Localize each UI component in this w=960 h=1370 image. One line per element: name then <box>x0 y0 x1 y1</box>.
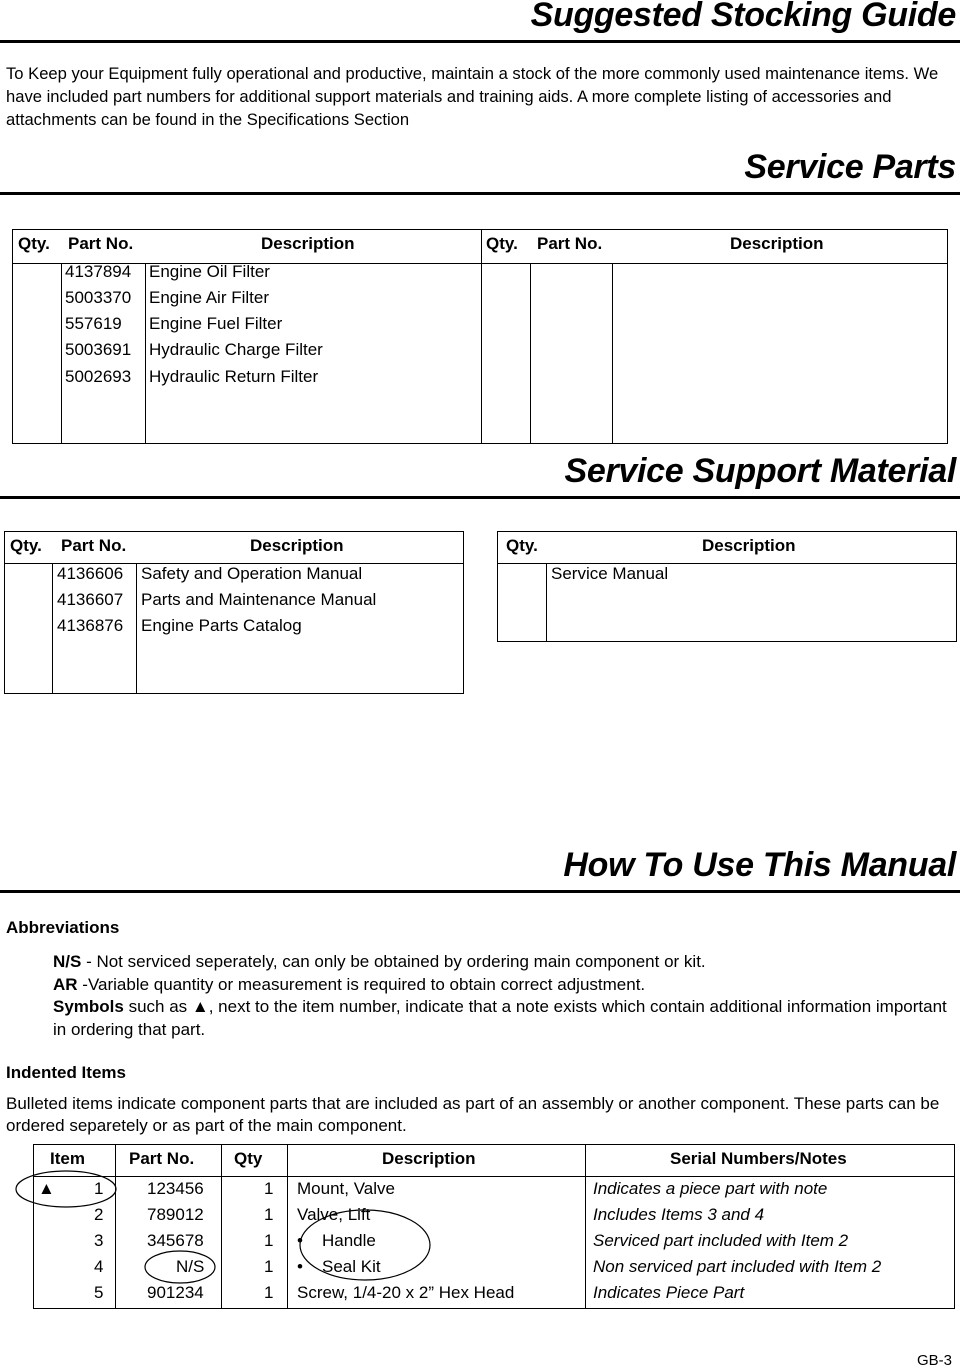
part-description: Mount, Valve <box>297 1179 395 1198</box>
part-description: Screw, 1/4-20 x 2” Hex Head <box>297 1283 515 1302</box>
item-number: 5 <box>94 1283 104 1302</box>
page-number: GB-3 <box>916 1352 952 1369</box>
serial-note: Includes Items 3 and 4 <box>593 1205 765 1224</box>
support-material-title: Service Support Material <box>564 452 956 490</box>
item-number: 1 <box>94 1179 104 1198</box>
part-description: Engine Oil Filter <box>149 262 270 281</box>
bullet-callout-oval <box>300 1210 430 1280</box>
col-header-description-2: Description <box>730 234 824 253</box>
abbrev-term: N/S <box>53 952 82 971</box>
abbrev-item <box>53 996 958 1041</box>
part-number: 557619 <box>65 314 122 333</box>
part-number: 4137894 <box>65 262 132 281</box>
part-number: 4136606 <box>57 564 124 583</box>
symbol-callout-oval <box>16 1171 116 1207</box>
col-header-qty-2: Qty. <box>486 234 518 253</box>
serial-note: Serviced part included with Item 2 <box>593 1231 849 1250</box>
indent-bullet: • <box>297 1231 303 1250</box>
col-header-part-no: Part No. <box>129 1149 195 1168</box>
col-header-qty: Qty <box>234 1149 263 1168</box>
part-number: 5003691 <box>65 340 132 359</box>
indented-items-text: Bulleted items indicate component parts that are included as part of an assembly or another component. These parts can be ordered separetely or as part of the main component. <box>6 1094 940 1135</box>
col-header-description: Description <box>250 536 344 555</box>
part-description: Seal Kit <box>322 1257 381 1276</box>
part-description: Handle <box>322 1231 376 1250</box>
part-description: Engine Parts Catalog <box>141 616 302 635</box>
col-header-part-no: Part No. <box>61 536 127 555</box>
service-parts-rule <box>0 192 960 195</box>
part-description: Service Manual <box>551 564 669 583</box>
part-number: 5002693 <box>65 367 132 386</box>
part-number: 5003370 <box>65 288 132 307</box>
abbrev-term: AR <box>53 974 78 994</box>
part-number: 345678 <box>147 1231 204 1250</box>
part-number: 789012 <box>147 1205 204 1224</box>
serial-note: Indicates Piece Part <box>593 1283 745 1302</box>
callout-ovals <box>0 1160 960 1300</box>
service-parts-title: Service Parts <box>744 148 956 186</box>
part-number: 901234 <box>147 1283 204 1302</box>
part-number: 123456 <box>147 1179 204 1198</box>
col-header-item: Item <box>50 1149 85 1168</box>
how-to-rule <box>0 890 960 893</box>
note-symbol: ▲ <box>38 1179 55 1198</box>
part-number: 4136876 <box>57 616 124 635</box>
col-header-qty: Qty. <box>18 234 50 253</box>
abbrev-text: -Variable quantity or measurement is required to obtain correct adjustment. <box>77 974 646 994</box>
intro-paragraph: To Keep your Equipment fully operational and productive, maintain a stock of the more commonly used maintenance items. We have included part numbers for additional support materials and training aids. A more complete listing of accessories and attachments can be found in the Specifications Section <box>6 64 939 129</box>
part-number: 4136607 <box>57 590 124 609</box>
how-to-title: How To Use This Manual <box>563 846 956 884</box>
abbrev-text: such as ▲, next to the item number, indicate that a note exists which contain additional information important in ordering that part. <box>53 997 947 1039</box>
part-description: Valve, Lift <box>297 1205 371 1224</box>
col-header-part-no: Part No. <box>68 234 134 253</box>
col-header-description: Description <box>702 536 796 555</box>
ns-callout-oval <box>145 1251 215 1283</box>
abbreviations-list <box>53 951 958 1041</box>
title-rule <box>0 40 960 43</box>
indented-items-heading: Indented Items <box>6 1063 126 1082</box>
part-number: N/S <box>176 1257 205 1276</box>
qty: 1 <box>264 1205 274 1224</box>
abbreviations-heading: Abbreviations <box>6 918 120 937</box>
item-number: 2 <box>94 1205 104 1224</box>
abbrev-item <box>53 951 958 974</box>
abbrev-term: Symbols <box>53 997 124 1016</box>
part-description: Hydraulic Charge Filter <box>149 340 323 359</box>
serial-note: Indicates a piece part with note <box>593 1179 828 1198</box>
col-header-qty: Qty. <box>506 536 538 555</box>
support-material-rule <box>0 496 960 499</box>
qty: 1 <box>264 1179 274 1198</box>
part-description: Engine Fuel Filter <box>149 314 283 333</box>
abbrev-item <box>53 974 958 997</box>
item-number: 3 <box>94 1231 104 1250</box>
abbrev-text: - Not serviced seperately, can only be obtained by ordering main component or kit. <box>81 952 706 971</box>
col-header-serial-notes: Serial Numbers/Notes <box>670 1149 847 1168</box>
col-header-description: Description <box>382 1149 476 1168</box>
serial-note: Non serviced part included with Item 2 <box>593 1257 882 1276</box>
col-header-description: Description <box>261 234 355 253</box>
col-header-part-no-2: Part No. <box>537 234 603 253</box>
part-description: Parts and Maintenance Manual <box>141 590 377 609</box>
indent-bullet: • <box>297 1257 303 1276</box>
qty: 1 <box>264 1283 274 1302</box>
part-description: Engine Air Filter <box>149 288 269 307</box>
item-number: 4 <box>94 1257 104 1276</box>
page-title: Suggested Stocking Guide <box>530 0 956 34</box>
part-description: Hydraulic Return Filter <box>149 367 319 386</box>
qty: 1 <box>264 1257 274 1276</box>
col-header-qty: Qty. <box>10 536 42 555</box>
part-description: Safety and Operation Manual <box>141 564 363 583</box>
qty: 1 <box>264 1231 274 1250</box>
